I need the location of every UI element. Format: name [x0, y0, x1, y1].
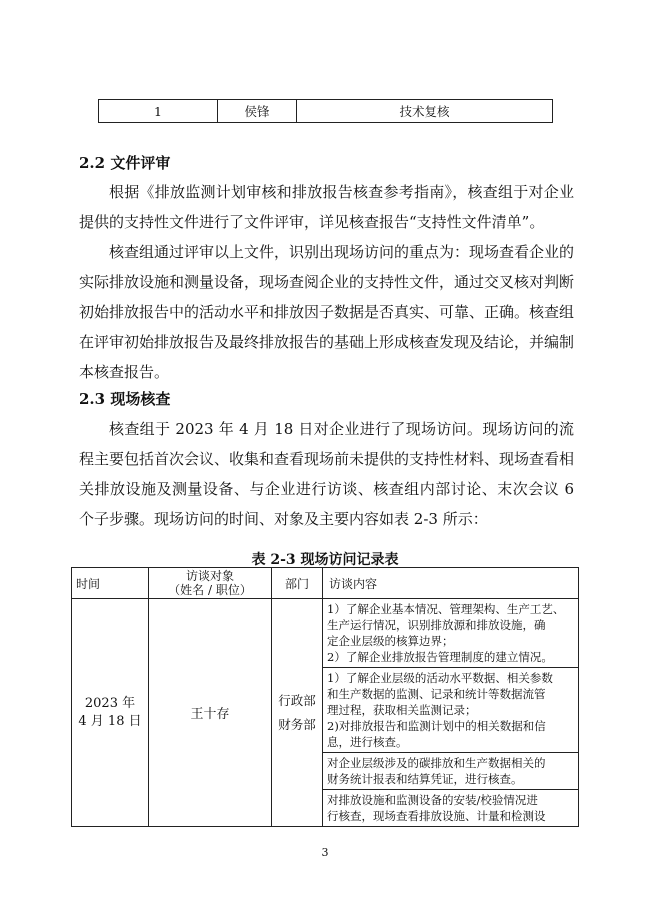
content-line: 和生产数据的监测、记录和统计等数据流管: [327, 687, 546, 701]
header-interviewee: [149, 568, 272, 599]
reviewer-role: 技术复核: [297, 100, 553, 123]
content-line: 2)对排放报告和监测计划中的相关数据和信: [327, 719, 546, 733]
page-number: 3: [321, 846, 329, 859]
table-caption: 表 2-3 现场访问记录表: [251, 552, 399, 568]
section-heading-2-2: 2.2 文件评审: [79, 154, 171, 172]
content-line: 2）了解企业排放报告管理制度的建立情况。: [327, 650, 553, 664]
content-line: 息，进行核查。: [327, 735, 408, 749]
visit-date-line2: 4 月 18 日: [78, 713, 142, 729]
content-line: 对排放设施和监测设备的安装/校验情况进: [327, 793, 538, 807]
content-line: 理过程，获取相关监测记录；: [327, 703, 477, 717]
reviewer-name: 侯锋: [218, 100, 297, 123]
interview-content-3: [323, 753, 579, 790]
table-row: [99, 100, 553, 123]
header-interviewee-line2: （姓名 / 职位）: [168, 583, 252, 597]
table-row: [72, 599, 579, 668]
paragraph-site-visit: 核查组于 2023 年 4 月 18 日对企业进行了现场访问。现场访问的流程主要包括首次会议、收集和查看现场前未提供的支持性材料、现场查看相关排放设施及测量设备、与企业进行访谈、核查组内部讨论、末次会议 6 个子步骤。现场访问的时间、对象及主要内容如表 2-3 所示：: [79, 420, 575, 528]
reviewer-table: [98, 99, 553, 123]
department: [272, 599, 323, 827]
header-interviewee-line1: 访谈对象: [185, 569, 234, 583]
site-visit-table: [71, 567, 579, 827]
visit-date: [72, 599, 149, 827]
header-content: 访谈内容: [323, 568, 579, 599]
content-line: 定企业层级的核算边界；: [327, 634, 454, 648]
header-department: 部门: [272, 568, 323, 599]
content-line: 生产运行情况，识别排放源和排放设施，确: [327, 618, 546, 632]
department-line2: 财务部: [278, 716, 316, 732]
paragraph-document-review: 根据《排放监测计划审核和排放报告核查参考指南》，核查组于对企业提供的支持性文件进行了文件评审，详见核查报告“支持性文件清单”。: [79, 183, 574, 231]
row-number: 1: [99, 100, 218, 123]
department-line1: 行政部: [278, 692, 316, 708]
header-time: 时间: [72, 568, 149, 599]
interview-content-4: [323, 790, 579, 827]
content-line: 财务统计报表和结算凭证，进行核查。: [327, 772, 523, 786]
visit-date-line1: 2023 年: [84, 695, 136, 711]
content-line: 1）了解企业基本情况、管理架构、生产工艺、: [327, 602, 565, 616]
interviewee-name: 王十存: [149, 599, 272, 827]
section-heading-2-3: 2.3 现场核查: [79, 390, 171, 408]
content-line: 对企业层级涉及的碳排放和生产数据相关的: [327, 756, 546, 770]
paragraph-review-focus: 核查组通过评审以上文件，识别出现场访问的重点为：现场查看企业的实际排放设施和测量设备，现场查阅企业的支持性文件，通过交叉核对判断初始排放报告中的活动水平和排放因子数据是否真实、可靠、正确。核查组在评审初始排放报告及最终排放报告的基础上形成核查发现及结论，并编制本核查报告。: [79, 243, 575, 381]
interview-content-2: [323, 668, 579, 753]
table-header-row: [72, 568, 579, 599]
content-line: 1）了解企业层级的活动水平数据、相关参数: [327, 671, 553, 685]
interview-content-1: [323, 599, 579, 668]
content-line: 行核查，现场查看排放设施、计量和检测设: [327, 809, 546, 823]
